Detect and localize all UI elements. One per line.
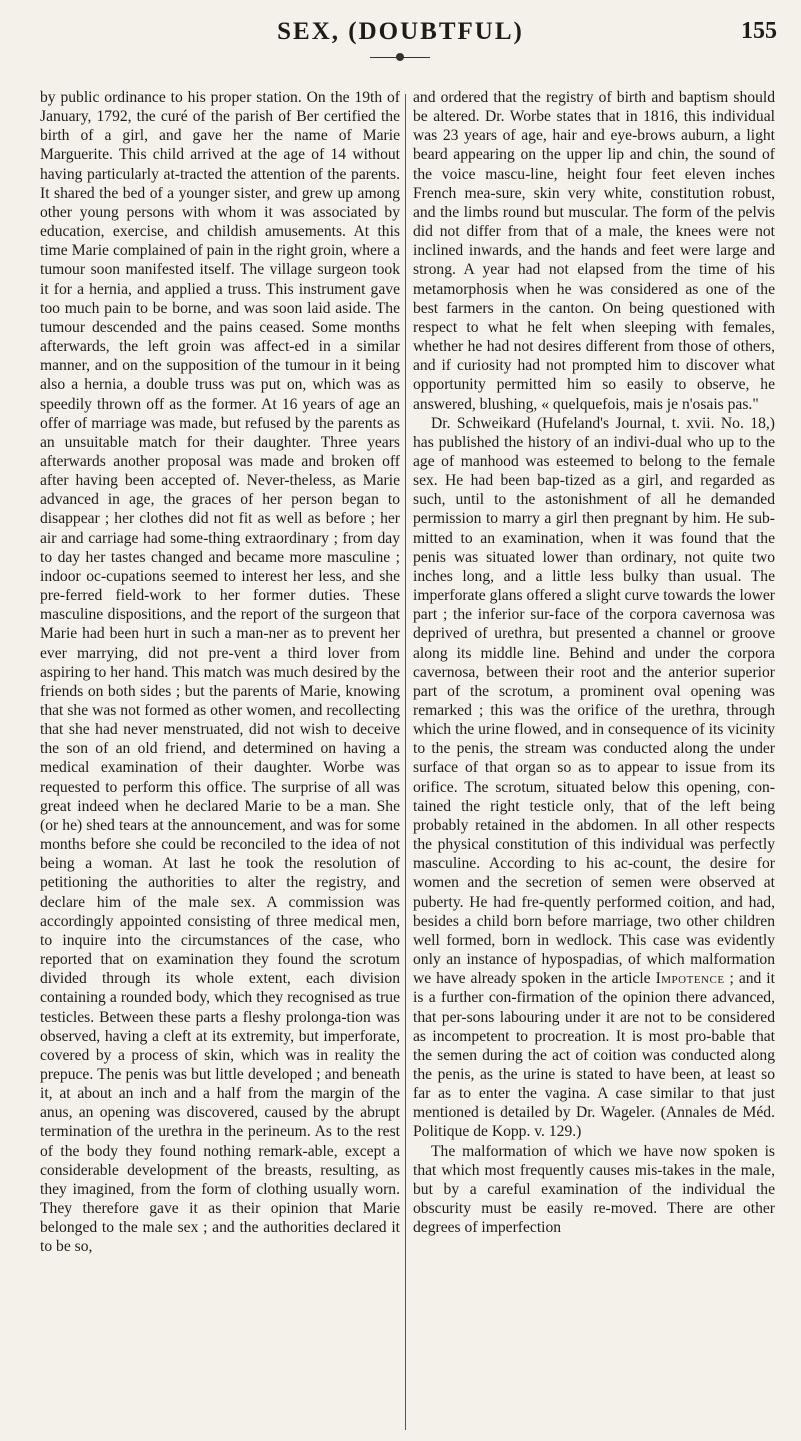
right-paragraph-3: The malformation of which we have now spoken is that which most frequently causes mis-takes in the male, but by a careful examination of the individual the obscurity must be easily re-moved. There are other degrees of imperfection [413,1142,775,1237]
page-number: 155 [741,18,777,44]
running-head [0,14,801,54]
left-column [40,88,400,1257]
header-ornament [370,52,430,64]
right-column [413,88,775,1237]
column-divider [405,94,406,1430]
right-paragraph-1: and ordered that the registry of birth and baptism should be altered. Dr. Worbe states that in 1816, this individual was 23 years of age, hair and eye-brows auburn, a light beard appearing on the upper lip and chin, the sound of the voice mascu-line, height four feet eleven inches French mea-sure, skin very white, constitution robust, and the limbs round but muscular. The form of the pelvis did not differ from that of a male, the knees were not inclined inwards, and the hands and feet were large and strong. A year had not elapsed from the time of his metamorphosis when he was considered as one of the best farmers in the canton. On being questioned with respect to what he felt when sleeping with females, whether he had not desires different from those of others, and if curiosity had not prompted him to discover what opportunity permitted him so easily to observe, he answered, blushing, « quelquefois, mais je n'osais pas." [413,89,775,413]
cross-reference-impotence: Impotence [655,970,725,988]
right-paragraph-2-text: Dr. Schweikard (Hufeland's Journal, t. xvii. No. 18,) has published the history of an indivi-dual who up to the age of manhood was esteemed to belong to the female sex. He had been bap-tized as a girl, and regarded as such, until to the astonishment of all he demanded permission to marry a girl then pregnant by him. He sub-mitted to an examination, when it was found that the penis was situated lower than ordinary, not quite two inches long, and a little less bulky than usual. The imperforate glans offered a slight curve towards the lower part ; the inferior sur-face of the corpora cavernosa was deprived of urethra, but presented a channel or groove along its middle line. Behind and under the corpora cavernosa, between their root and the anterior superior part of the scrotum, a prominent oval opening was remarked ; this was the orifice of the urethra, through which the urine flowed, and in consequence of its vicinity to the penis, the stream was conducted along the under surface of that organ so as to appear to issue from its orifice. The scrotum, situated below this opening, con-tained the right testicle only, that of the left being probably retained in the abdomen. In all other respects the physical constitution of this individual was perfectly masculine. According to his ac-count, the desire for women and the secretion of semen were observed at puberty. He had fre-quently performed coition, and had, besides a child born before marriage, two other children well formed, born in wedlock. This case was evidently only an instance of hypospadias, of which malformation we have already spoken in the article [413,414,775,988]
running-title: SEX, (DOUBTFUL) [277,18,524,45]
left-paragraph-1: by public ordinance to his proper station. On the 19th of January, 1792, the curé of the parish of Ber certified the birth of a girl, and gave her the name of Marie Marguerite. This child arrived at the age of 14 without having particularly at-tracted the attention of the parents. It shared the bed of a younger sister, and grew up among other young persons with whom it was associated by education, exercise, and childish amusements. At this time Marie complained of pain in the right groin, where a tumour soon manifested itself. The village surgeon took it for a hernia, and applied a truss. This instrument gave too much pain to be borne, and was soon laid aside. The tumour descended and the pains ceased. Some months afterwards, the left groin was affect-ed in a similar manner, and on the supposition of the tumour in it being also a hernia, a double truss was put on, which was as speedily thrown off as the former. At 16 years of age an offer of marriage was made, but refused by the parents as an unsuitable match for their daughter. Three years afterwards another proposal was made and broken off after having been accepted of. Never-theless, as Marie advanced in age, the graces of her person began to disappear ; her clothes did not fit as well as before ; her air and carriage had some-thing extraordinary ; from day to day her tastes changed and became more masculine ; indoor oc-cupations seemed to interest her less, and she pre-ferred field-work to her former duties. These masculine dispositions, and the report of the surgeon that Marie had been hurt in such a man-ner as to prevent her ever marrying, did not pre-vent a third lover from aspiring to her hand. This match was much desired by the friends on both sides ; but the parents of Marie, knowing that she was not formed as other women, and recollecting that she had never menstruated, did not wish to deceive the son of an old friend, and determined on having a medical examination of their daughter. Worbe was requested to perform this office. The surprise of all was great indeed when he declared Marie to be a man. She (or he) shed tears at the announcement, and was for some months before she could be reconciled to the idea of not being a woman. At last he took the resolution of petitioning the authorities to alter the registry, and declare him of the male sex. A commission was accordingly appointed consisting of three medical men, to inquire into the circumstances of the case, who reported that on examination they found the scrotum divided through its whole extent, each division containing a rounded body, which they recognised as true testicles. Between these parts a fleshy prolonga-tion was observed, having a cleft at its extremity, but imperforate, covered by a process of skin, which was in reality the prepuce. The penis was but little developed ; and beneath it, at about an inch and a half from the margin of the anus, an opening was discovered, caused by the abrupt termination of the urethra in the perineum. As to the rest of the body they found nothing remark-able, except a considerable development of the breasts, resulting, as they imagined, from the form of clothing usually worn. They therefore gave it as their opinion that Marie belonged to the male sex ; and the authorities declared it to be so, [40,89,400,1256]
right-paragraph-2 [413,414,775,1142]
right-paragraph-2-rest: ; and it is a further con-firmation of the opinion there advanced, that per-sons labouring under it are not to be considered as incompetent to procreation. It is most pro-bable that the semen during the act of coition was conducted along the penis, as the urine is stated to have been, at least so far as to enter the vagina. A case similar to that just mentioned is detailed by Dr. Wageler. (Annales de Méd. Politique de Kopp. v. 129.) [413,970,775,1141]
ornament-dot [396,53,404,61]
